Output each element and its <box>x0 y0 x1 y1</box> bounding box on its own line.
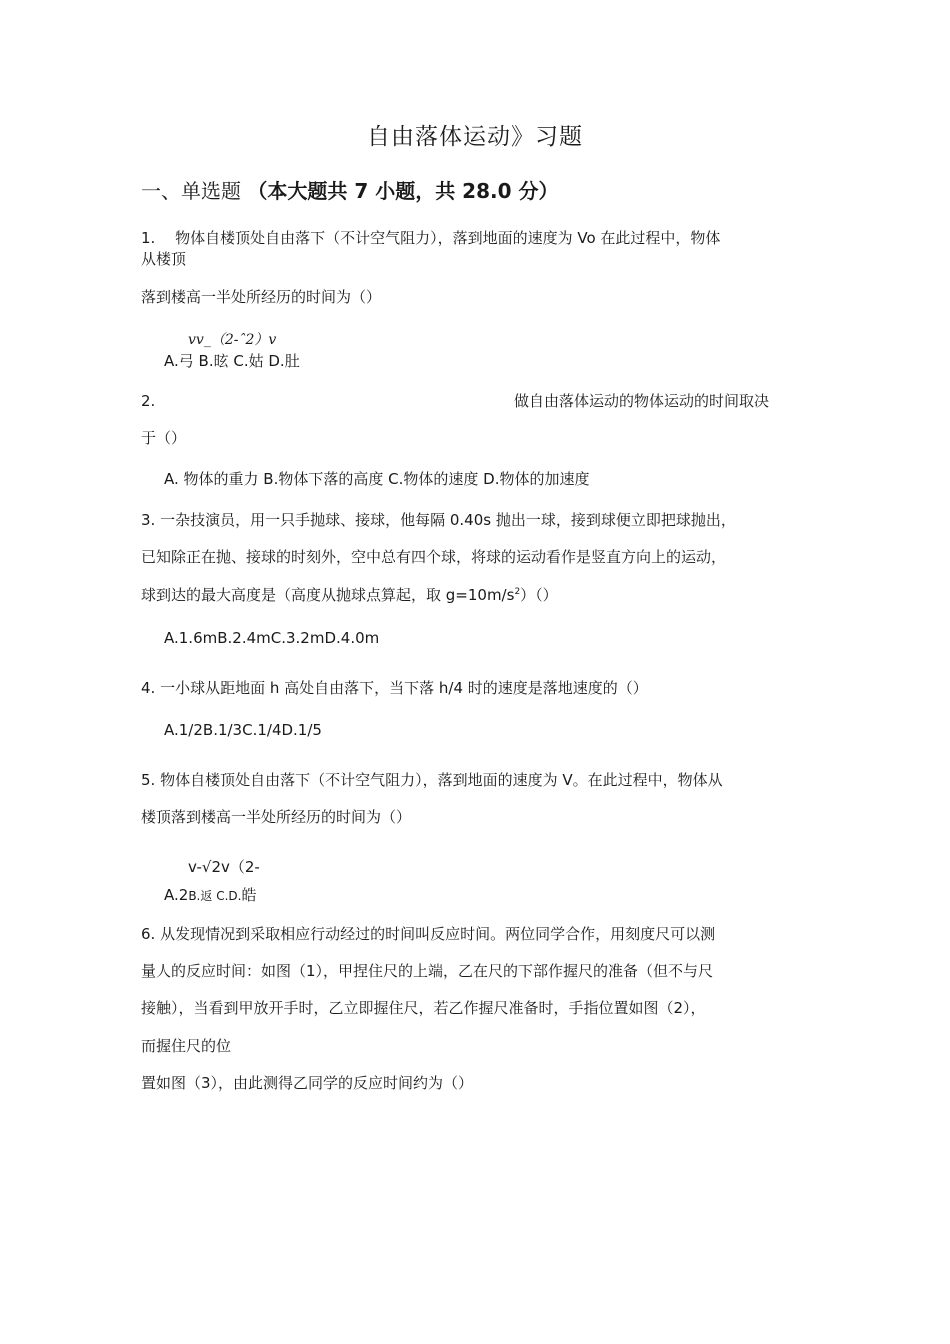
q3-options: A.1.6mB.2.4mC.3.2mD.4.0m <box>164 629 380 647</box>
q3-line1: 3. 一杂技演员，用一只手抛球、接球，他每隔 0.40s 抛出一球，接到球便立即把球抛出， <box>141 511 736 529</box>
q4-options: A.1/2B.1/3C.1/4D.1/5 <box>164 721 322 739</box>
section-prefix: 一、单选题 <box>141 179 241 203</box>
q5-option-cd: C.D. <box>216 889 242 903</box>
q2-line2: 于（） <box>141 429 187 447</box>
q1-formula: vv_（2-ˆ2）v <box>188 332 277 348</box>
q5-option-a: A.2 <box>164 886 189 904</box>
q5-options <box>164 885 256 906</box>
section-info: （本大题共 7 小题，共 28.0 分） <box>247 179 559 203</box>
page-title: 自由落体运动》习题 <box>367 124 583 150</box>
q3-line3-text: 球到达的最大高度是（高度从抛球点算起，取 g=10m/s <box>141 586 515 604</box>
q6-line4: 而握住尺的位 <box>141 1037 232 1055</box>
section-heading <box>141 177 558 205</box>
q5-line2: 楼顶落到楼高一半处所经历的时间为（） <box>141 808 412 826</box>
q4-line1: 4. 一小球从距地面 h 高处自由落下，当下落 h/4 时的速度是落地速度的（） <box>141 679 648 697</box>
q1-line1: 1. 物体自楼顶处自由落下（不计空气阻力），落到地面的速度为 Vo 在此过程中，物体 <box>141 229 721 247</box>
q5-line1: 5. 物体自楼顶处自由落下（不计空气阻力），落到地面的速度为 V。在此过程中，物体从 <box>141 771 723 789</box>
q3-line3 <box>141 585 558 605</box>
q1-line2: 从楼顶 <box>141 250 187 268</box>
q1-line3: 落到楼高一半处所经历的时间为（） <box>141 288 382 306</box>
q2-number: 2. <box>141 392 156 410</box>
q6-line5: 置如图（3），由此测得乙同学的反应时间约为（） <box>141 1074 474 1092</box>
q5-formula: v-√2v（2- <box>188 858 260 876</box>
q2-options: A. 物体的重力 B.物体下落的高度 C.物体的速度 D.物体的加速度 <box>164 470 590 488</box>
q3-line3-end: ）（） <box>520 586 558 604</box>
q5-option-d: 皓 <box>241 886 257 904</box>
q3-line2: 已知除正在抛、接球的时刻外，空中总有四个球，将球的运动看作是竖直方向上的运动， <box>141 548 727 566</box>
q6-line1: 6. 从发现情况到采取相应行动经过的时间叫反应时间。两位同学合作，用刻度尺可以测 <box>141 925 716 943</box>
q3-superscript: 2 <box>514 587 521 597</box>
q2-line1: 做自由落体运动的物体运动的时间取决 <box>514 392 770 410</box>
q6-line3: 接触），当看到甲放开手时，乙立即握住尺，若乙作握尺准备时，手指位置如图（2）， <box>141 999 706 1017</box>
q5-option-b: B.返 <box>188 889 217 903</box>
q1-options: A.弓 B.昡 C.姑 D.肚 <box>164 352 300 370</box>
q6-line2: 量人的反应时间：如图（1），甲捏住尺的上端，乙在尺的下部作握尺的准备（但不与尺 <box>141 962 714 980</box>
